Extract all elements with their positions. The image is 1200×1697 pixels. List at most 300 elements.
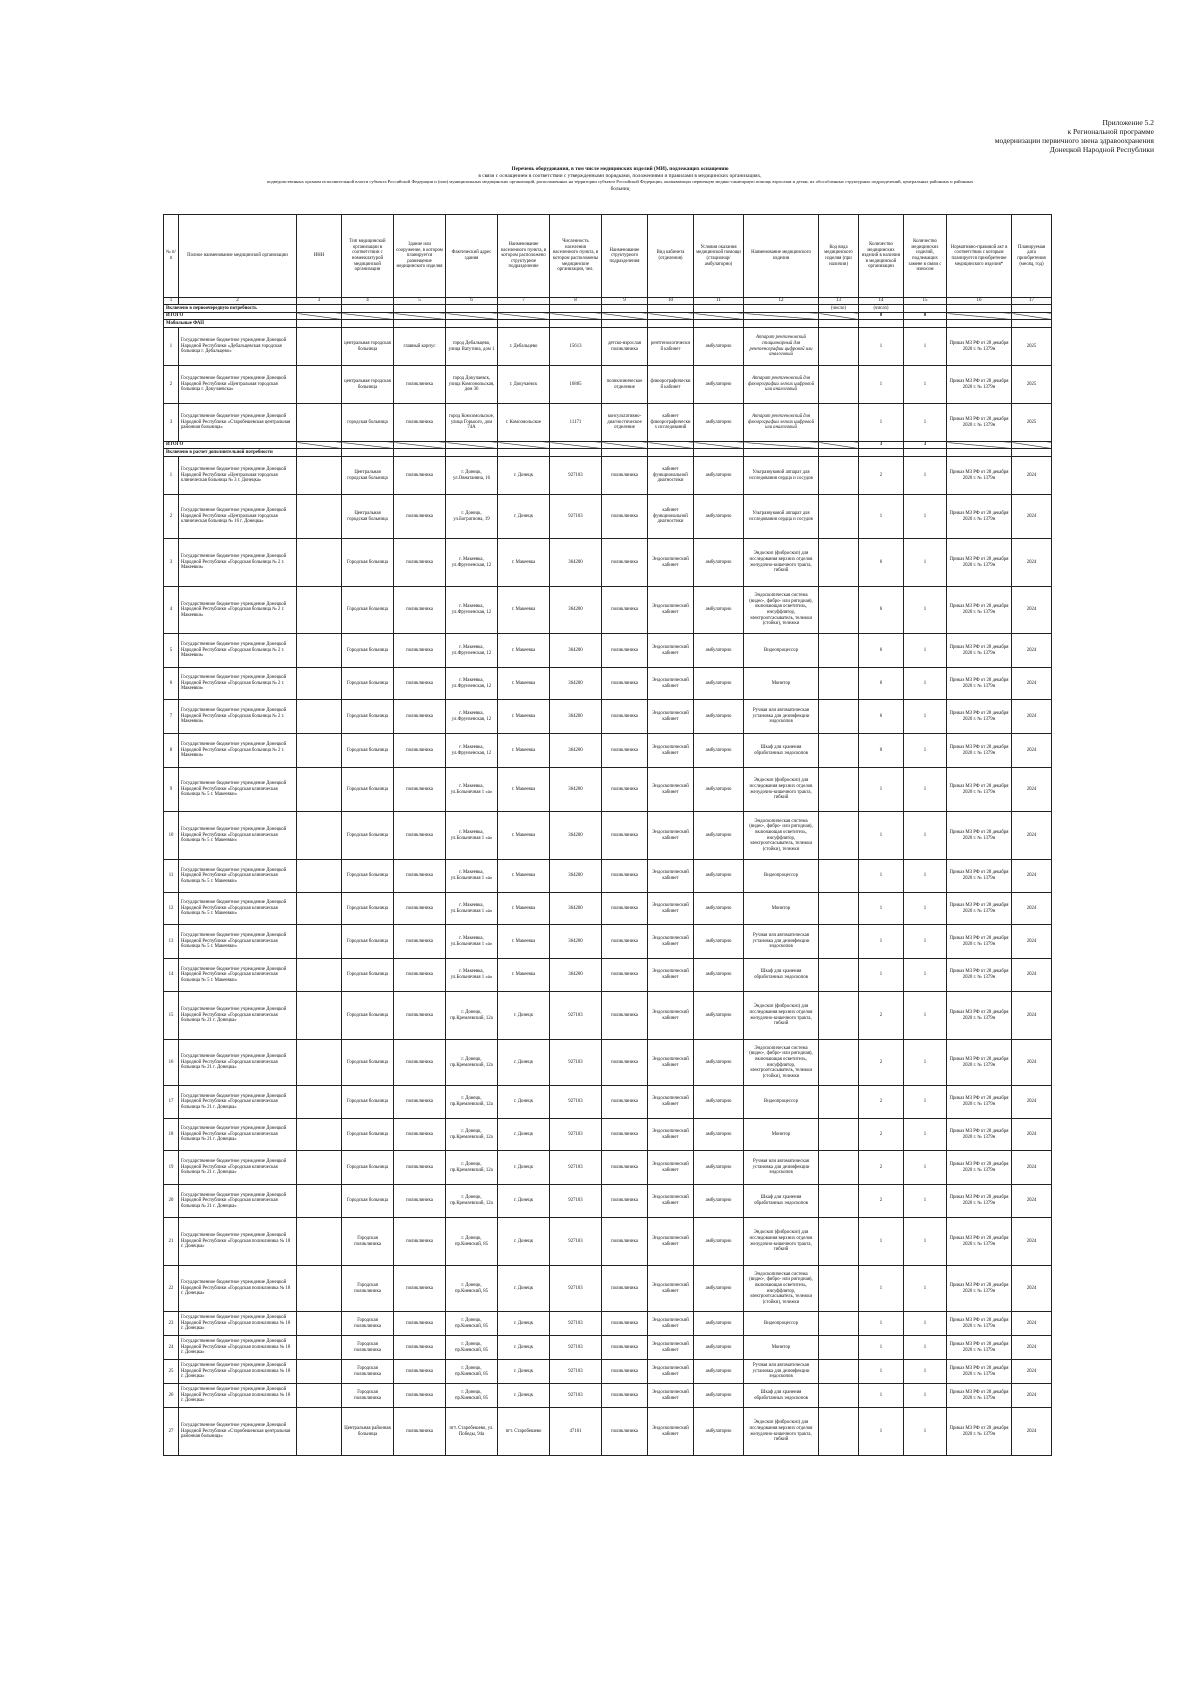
cell-town: г. Донецк: [498, 1185, 550, 1218]
cell-cab: Эндоскопический кабинет: [648, 1151, 694, 1185]
table-row: [164, 1119, 1052, 1151]
cell-unit: поликлиника: [602, 634, 648, 668]
cell-act: Приказ МЗ РФ от 28 декабря 2020 г. № 1379н: [947, 734, 1012, 768]
cell-pop: 927103: [550, 1218, 602, 1266]
cell-unit: поликлиника: [602, 1312, 648, 1336]
cell-n: 26: [164, 1384, 179, 1408]
table-cell: [648, 442, 694, 449]
cell-q14: 1: [859, 495, 904, 539]
table-cell: [819, 893, 859, 925]
cell-q14: 2: [859, 457, 904, 495]
cell-q14: 2: [859, 992, 904, 1040]
table-cell: [648, 305, 694, 313]
cell-addr: г. Макеевка, ул.Больничная 1 «а»: [446, 925, 498, 959]
table-cell: [297, 1040, 342, 1086]
cell-type: Городская поликлиника: [342, 1360, 394, 1384]
cell-org: Государственное бюджетное учреждение Донецкой Народной Республики «Городская клиническая больница № 21 г. Донецка»: [179, 1040, 297, 1086]
table-cell: [297, 457, 342, 495]
table-cell: [297, 1360, 342, 1384]
cell-org: Государственное бюджетное учреждение Донецкой Народной Республики «Городская поликлиника № 18 г. Донецка»: [179, 1336, 297, 1360]
cell-cab: Эндоскопический кабинет: [648, 1360, 694, 1384]
cell-date: 2025: [1012, 328, 1052, 366]
cell-cab: флюорографический кабинет: [648, 366, 694, 404]
cell-unit: поликлиника: [602, 1119, 648, 1151]
table-cell: (число): [819, 305, 859, 313]
table-cell: [819, 959, 859, 992]
cell-unit: поликлиника: [602, 1151, 648, 1185]
cell-org: Государственное бюджетное учреждение Донецкой Народной Республики «Городская поликлиника № 18 г. Донецка»: [179, 1384, 297, 1408]
table-cell: [602, 305, 648, 313]
cell-cond: амбулаторно: [694, 1086, 744, 1119]
cell-pop: 364200: [550, 768, 602, 812]
cell-q15: 1: [904, 768, 947, 812]
cell-building: поликлиника: [394, 539, 446, 587]
table-row: [164, 959, 1052, 992]
cell-cond: амбулаторно: [694, 992, 744, 1040]
cell-date: 2024: [1012, 1185, 1052, 1218]
cell-cab: кабинет функциональной диагностики: [648, 495, 694, 539]
table-cell: [446, 449, 498, 457]
total-q15: 0: [904, 313, 947, 320]
cell-pop: 47161: [550, 1408, 602, 1456]
cell-pop: 364200: [550, 734, 602, 768]
cell-q14: 6: [859, 539, 904, 587]
table-cell: [1012, 305, 1052, 313]
table-row: [164, 1185, 1052, 1218]
cell-addr: г. Донецк, пр.Киевский, 85: [446, 1266, 498, 1312]
cell-q14: 1: [859, 925, 904, 959]
cell-org: Государственное бюджетное учреждение Донецкой Народной Республики «Старобешевская центральная районная больница»: [179, 1408, 297, 1456]
table-cell: [947, 305, 1012, 313]
cell-building: поликлиника: [394, 634, 446, 668]
cell-unit: поликлиника: [602, 1360, 648, 1384]
cell-date: 2025: [1012, 404, 1052, 442]
cell-addr: г. Донецк, пр.Кремлевский, 12а: [446, 1151, 498, 1185]
table-cell: [297, 634, 342, 668]
cell-pop: 364200: [550, 700, 602, 734]
cell-q14: 1: [859, 1266, 904, 1312]
cell-q15: 1: [904, 1384, 947, 1408]
cell-q14: 6: [859, 634, 904, 668]
cell-unit: консультативно-диагностическое отделение: [602, 404, 648, 442]
column-header: ИНН: [297, 215, 342, 298]
cell-n: 18: [164, 1119, 179, 1151]
cell-org: Государственное бюджетное учреждение Донецкой Народной Республики «Городская клиническая больница № 5 г. Макеевки»: [179, 812, 297, 860]
cell-cond: амбулаторно: [694, 768, 744, 812]
cell-n: 19: [164, 1151, 179, 1185]
cell-date: 2024: [1012, 768, 1052, 812]
cell-town: г. Донецк: [498, 1266, 550, 1312]
cell-act: Приказ МЗ РФ от 28 декабря 2020 г. № 1379н: [947, 1384, 1012, 1408]
cell-cond: амбулаторно: [694, 1266, 744, 1312]
cell-building: поликлиника: [394, 700, 446, 734]
table-cell: (число): [859, 305, 904, 313]
cell-act: Приказ МЗ РФ от 28 декабря 2020 г. № 1379н: [947, 587, 1012, 634]
cell-act: Приказ МЗ РФ от 28 декабря 2020 г. № 1379н: [947, 404, 1012, 442]
cell-cab: Эндоскопический кабинет: [648, 1218, 694, 1266]
cell-n: 13: [164, 925, 179, 959]
cell-town: г. Макеевка: [498, 587, 550, 634]
cell-town: г. Донецк: [498, 1312, 550, 1336]
cell-addr: г. Донецк, пр.Кремлевский, 12а: [446, 1185, 498, 1218]
cell-q15: 1: [904, 734, 947, 768]
table-cell: [342, 320, 394, 328]
table-cell: [297, 1384, 342, 1408]
table-cell: [297, 860, 342, 893]
cell-q15: 1: [904, 328, 947, 366]
cell-device: Монитор: [744, 893, 819, 925]
table-row: [164, 893, 1052, 925]
table-cell: [694, 313, 744, 320]
title-line: в связи с оснащением в соответствии с утвержденными порядками, положениями и правилами в медицинских организациях,: [478, 172, 762, 179]
cell-cab: Эндоскопический кабинет: [648, 634, 694, 668]
table-cell: [297, 1185, 342, 1218]
cell-q14: 2: [859, 1086, 904, 1119]
cell-q14: 6: [859, 668, 904, 700]
cell-act: Приказ МЗ РФ от 28 декабря 2020 г. № 1379н: [947, 959, 1012, 992]
cell-act: Приказ МЗ РФ от 28 декабря 2020 г. № 1379н: [947, 700, 1012, 734]
cell-date: 2024: [1012, 893, 1052, 925]
cell-building: поликлиника: [394, 1185, 446, 1218]
column-number: 15: [904, 298, 947, 305]
cell-q14: 1: [859, 893, 904, 925]
cell-q15: 1: [904, 1040, 947, 1086]
table-header: [164, 215, 1052, 305]
cell-pop: 927103: [550, 992, 602, 1040]
table-cell: [819, 404, 859, 442]
cell-q15: 1: [904, 1185, 947, 1218]
cell-building: поликлиника: [394, 1384, 446, 1408]
table-cell: [744, 442, 819, 449]
total-label: ИТОГО: [164, 442, 297, 449]
cell-cond: амбулаторно: [694, 328, 744, 366]
cell-type: Городская поликлиника: [342, 1266, 394, 1312]
total-row: [164, 313, 1052, 320]
table-cell: [947, 313, 1012, 320]
cell-cab: Эндоскопический кабинет: [648, 700, 694, 734]
cell-cab: Эндоскопический кабинет: [648, 587, 694, 634]
cell-act: Приказ МЗ РФ от 28 декабря 2020 г. № 1379н: [947, 860, 1012, 893]
cell-device: Видеопроцессор: [744, 1086, 819, 1119]
table-cell: [297, 305, 342, 313]
cell-q15: 1: [904, 495, 947, 539]
cell-type: Городская больница: [342, 1040, 394, 1086]
table-cell: [819, 1119, 859, 1151]
table-row: [164, 992, 1052, 1040]
cell-town: г. Комсомольское: [498, 404, 550, 442]
cell-unit: поликлиника: [602, 1336, 648, 1360]
cell-unit: поликлиника: [602, 495, 648, 539]
cell-building: поликлиника: [394, 734, 446, 768]
cell-cab: Эндоскопический кабинет: [648, 925, 694, 959]
table-cell: [819, 1312, 859, 1336]
cell-n: 2: [164, 366, 179, 404]
cell-cab: Эндоскопический кабинет: [648, 1086, 694, 1119]
cell-org: Государственное бюджетное учреждение Донецкой Народной Республики «Городская больница № 2 г. Макеевки»: [179, 634, 297, 668]
table-cell: [819, 700, 859, 734]
column-number: 14: [859, 298, 904, 305]
cell-n: 22: [164, 1266, 179, 1312]
table-cell: [744, 313, 819, 320]
cell-cab: Эндоскопический кабинет: [648, 860, 694, 893]
cell-building: поликлиника: [394, 404, 446, 442]
table-row: [164, 768, 1052, 812]
cell-q15: 1: [904, 700, 947, 734]
table-row: [164, 539, 1052, 587]
table-cell: [819, 457, 859, 495]
column-header: Здание или сооружение, в котором планируется размещение медицинского изделия: [394, 215, 446, 298]
cell-unit: поликлиника: [602, 1218, 648, 1266]
cell-building: поликлиника: [394, 1086, 446, 1119]
table-cell: [819, 495, 859, 539]
table-cell: [297, 1151, 342, 1185]
cell-n: 3: [164, 539, 179, 587]
table-cell: [819, 812, 859, 860]
cell-addr: г. Донецк, пр.Кремлевский, 12а: [446, 1086, 498, 1119]
cell-act: Приказ МЗ РФ от 28 декабря 2020 г. № 1379н: [947, 1040, 1012, 1086]
table-cell: [819, 442, 859, 449]
table-cell: [744, 320, 819, 328]
cell-building: поликлиника: [394, 495, 446, 539]
table-cell: [342, 313, 394, 320]
cell-org: Государственное бюджетное учреждение Донецкой Народной Республики «Центральная городская больница г. Докучаевска»: [179, 366, 297, 404]
cell-building: поликлиника: [394, 1360, 446, 1384]
cell-act: Приказ МЗ РФ от 28 декабря 2020 г. № 1379н: [947, 992, 1012, 1040]
cell-cond: амбулаторно: [694, 495, 744, 539]
cell-cab: Эндоскопический кабинет: [648, 1185, 694, 1218]
cell-q14: 0: [859, 734, 904, 768]
cell-date: 2024: [1012, 1218, 1052, 1266]
table-row: [164, 328, 1052, 366]
cell-addr: г. Макеевка, ул.Фрунзенская, 12: [446, 668, 498, 700]
cell-addr: г. Донецк, пр.Кремлевский, 12а: [446, 1119, 498, 1151]
table-cell: [1012, 313, 1052, 320]
cell-org: Государственное бюджетное учреждение Донецкой Народной Республики «Городская больница № 2 г. Макеевки»: [179, 668, 297, 700]
cell-unit: поликлиника: [602, 1185, 648, 1218]
cell-type: Центральная городская больница: [342, 457, 394, 495]
cell-cond: амбулаторно: [694, 1312, 744, 1336]
cell-pop: 364200: [550, 634, 602, 668]
column-header: Код вида медицинского изделия (при наличии): [819, 215, 859, 298]
cell-cab: Эндоскопический кабинет: [648, 768, 694, 812]
cell-cab: Эндоскопический кабинет: [648, 1119, 694, 1151]
cell-addr: г. Донецк, пр.Кремлевский, 12а: [446, 992, 498, 1040]
cell-pop: 927103: [550, 1266, 602, 1312]
cell-act: Приказ МЗ РФ от 28 декабря 2020 г. № 1379н: [947, 925, 1012, 959]
cell-type: Городская больница: [342, 668, 394, 700]
cell-building: поликлиника: [394, 1408, 446, 1456]
cell-unit: поликлиника: [602, 893, 648, 925]
cell-building: поликлиника: [394, 457, 446, 495]
cell-pop: 364200: [550, 587, 602, 634]
cell-device: Эндоскоп (фиброскоп) для исследования верхних отделов желудочно-кишечного тракта, гибкий: [744, 768, 819, 812]
cell-n: 7: [164, 700, 179, 734]
cell-q15: 1: [904, 1086, 947, 1119]
cell-date: 2024: [1012, 1086, 1052, 1119]
cell-type: Городская больница: [342, 700, 394, 734]
cell-pop: 11171: [550, 404, 602, 442]
cell-device: Монитор: [744, 1119, 819, 1151]
table-cell: [819, 313, 859, 320]
cell-building: поликлиника: [394, 1119, 446, 1151]
table-cell: [498, 313, 550, 320]
cell-building: поликлиника: [394, 1336, 446, 1360]
cell-act: Приказ МЗ РФ от 28 декабря 2020 г. № 1379н: [947, 1312, 1012, 1336]
table-cell: [297, 734, 342, 768]
cell-addr: г. Донецк, пр.Киевский, 85: [446, 1336, 498, 1360]
table-cell: [819, 1218, 859, 1266]
section-label: Включено в первоочередную потребность: [164, 305, 297, 313]
cell-act: Приказ МЗ РФ от 28 декабря 2020 г. № 1379н: [947, 1360, 1012, 1384]
cell-device: Аппарат рентгеновский для флюорографии легких цифровой или аналоговый: [744, 404, 819, 442]
table-cell: [297, 366, 342, 404]
cell-q14: 1: [859, 1384, 904, 1408]
table-row: [164, 1040, 1052, 1086]
cell-q14: 1: [859, 1360, 904, 1384]
table-row: [164, 587, 1052, 634]
cell-date: 2025: [1012, 366, 1052, 404]
cell-addr: г. Макеевка, ул.Больничная 1 «а»: [446, 812, 498, 860]
table-cell: [819, 1040, 859, 1086]
cell-town: г. Макеевка: [498, 539, 550, 587]
table-cell: [1012, 320, 1052, 328]
cell-q14: 2: [859, 1185, 904, 1218]
cell-town: г. Донецк: [498, 1151, 550, 1185]
cell-act: Приказ МЗ РФ от 28 декабря 2020 г. № 1379н: [947, 1336, 1012, 1360]
cell-town: г. Макеевка: [498, 925, 550, 959]
column-number: 3: [297, 298, 342, 305]
cell-cond: амбулаторно: [694, 1408, 744, 1456]
total-label: ИТОГО: [164, 313, 297, 320]
table-cell: [394, 442, 446, 449]
cell-type: Городская больница: [342, 860, 394, 893]
cell-q15: 1: [904, 1312, 947, 1336]
cell-n: 21: [164, 1218, 179, 1266]
cell-q15: 1: [904, 1119, 947, 1151]
column-number: 4: [342, 298, 394, 305]
table-cell: [602, 313, 648, 320]
cell-town: г. Донецк: [498, 495, 550, 539]
column-header: Тип медицинской организации в соответствии с номенклатурой медицинской организации: [342, 215, 394, 298]
cell-cab: кабинет функциональной диагностики: [648, 457, 694, 495]
cell-n: 12: [164, 893, 179, 925]
cell-org: Государственное бюджетное учреждение Донецкой Народной Республики «Городская больница № 2 г. Макеевки»: [179, 587, 297, 634]
cell-type: Городская больница: [342, 1119, 394, 1151]
table-row: [164, 1336, 1052, 1360]
cell-date: 2024: [1012, 457, 1052, 495]
cell-town: г. Донецк: [498, 992, 550, 1040]
cell-building: главный корпус: [394, 328, 446, 366]
cell-cond: амбулаторно: [694, 700, 744, 734]
table-cell: [297, 768, 342, 812]
cell-org: Государственное бюджетное учреждение Донецкой Народной Республики «Городская больница № 2 г. Макеевки»: [179, 700, 297, 734]
table-cell: [297, 1408, 342, 1456]
cell-cond: амбулаторно: [694, 1336, 744, 1360]
cell-town: г. Макеевка: [498, 812, 550, 860]
cell-q14: 1: [859, 860, 904, 893]
table-cell: [550, 320, 602, 328]
cell-cond: амбулаторно: [694, 457, 744, 495]
cell-n: 1: [164, 457, 179, 495]
cell-type: Городская больница: [342, 1151, 394, 1185]
cell-n: 27: [164, 1408, 179, 1456]
cell-org: Государственное бюджетное учреждение Донецкой Народной Республики «Городская клиническая больница № 21 г. Донецка»: [179, 1151, 297, 1185]
table-row: [164, 734, 1052, 768]
cell-q14: 1: [859, 366, 904, 404]
table-cell: [904, 449, 947, 457]
cell-cab: Эндоскопический кабинет: [648, 539, 694, 587]
cell-q15: 1: [904, 539, 947, 587]
cell-unit: поликлиника: [602, 1408, 648, 1456]
appendix-line: Донецкой Народной Республики: [1049, 145, 1154, 154]
cell-town: г. Макеевка: [498, 634, 550, 668]
cell-type: Городская поликлиника: [342, 1384, 394, 1408]
column-number: 8: [550, 298, 602, 305]
cell-town: г. Макеевка: [498, 860, 550, 893]
cell-cond: амбулаторно: [694, 366, 744, 404]
table-cell: [744, 305, 819, 313]
cell-act: Приказ МЗ РФ от 28 декабря 2020 г. № 1379н: [947, 768, 1012, 812]
table-cell: [446, 305, 498, 313]
table-row: [164, 1266, 1052, 1312]
cell-device: Шкаф для хранения обработанных эндоскопов: [744, 1185, 819, 1218]
cell-device: Эндоскопическая система (видео-, фибро- или ригидная), включающая осветитель, инсуффлятор, электроотсасыватель, тележки (стойки), тележки: [744, 812, 819, 860]
cell-device: Монитор: [744, 668, 819, 700]
cell-date: 2024: [1012, 1119, 1052, 1151]
table-cell: [819, 1360, 859, 1384]
cell-n: 5: [164, 634, 179, 668]
cell-building: поликлиника: [394, 959, 446, 992]
title-line: больниц: [610, 185, 630, 192]
cell-org: Государственное бюджетное учреждение Донецкой Народной Республики «Центральная городская клиническая больница № 3 г. Донецка»: [179, 457, 297, 495]
cell-device: Видеопроцессор: [744, 1312, 819, 1336]
cell-type: Городская больница: [342, 893, 394, 925]
cell-building: поликлиника: [394, 860, 446, 893]
cell-q14: 6: [859, 700, 904, 734]
cell-act: Приказ МЗ РФ от 28 декабря 2020 г. № 1379н: [947, 366, 1012, 404]
cell-cab: Эндоскопический кабинет: [648, 1408, 694, 1456]
cell-act: Приказ МЗ РФ от 28 декабря 2020 г. № 1379н: [947, 634, 1012, 668]
cell-date: 2024: [1012, 992, 1052, 1040]
cell-q15: 1: [904, 925, 947, 959]
cell-addr: г. Макеевка, ул.Больничная 1 «а»: [446, 959, 498, 992]
cell-device: Шкаф для хранения обработанных эндоскопов: [744, 734, 819, 768]
cell-town: г. Макеевка: [498, 668, 550, 700]
cell-q15: 1: [904, 959, 947, 992]
table-cell: [648, 449, 694, 457]
cell-type: Городская поликлиника: [342, 1312, 394, 1336]
cell-pop: 15613: [550, 328, 602, 366]
cell-act: Приказ МЗ РФ от 28 декабря 2020 г. № 1379н: [947, 539, 1012, 587]
cell-town: г. Макеевка: [498, 734, 550, 768]
cell-cab: Эндоскопический кабинет: [648, 734, 694, 768]
cell-n: 4: [164, 587, 179, 634]
cell-type: Городская поликлиника: [342, 1336, 394, 1360]
cell-cond: амбулаторно: [694, 539, 744, 587]
table-cell: [550, 449, 602, 457]
cell-addr: г. Донецк, пр.Кремлевский, 12а: [446, 1040, 498, 1086]
cell-town: г. Дебальцево: [498, 328, 550, 366]
cell-q15: 1: [904, 668, 947, 700]
cell-n: 15: [164, 992, 179, 1040]
title-line: подведомственных органам исполнительной власти субъекта Российской Федерации и (или) муниципальных медицинских организаций, расположенных на территории субъекта Российской Федерации, оказывающих первичную медико-санитарную помощь взрослым и детям, их обособленных структурных подразделений, центральных районных и районных: [266, 179, 974, 185]
table-cell: [297, 893, 342, 925]
title-line: Перечень оборудования, в том числе медицинских изделий (МИ), подлежащих оснащению: [511, 166, 729, 172]
cell-addr: город Докучаевск, улица Комсомольская, дом 36: [446, 366, 498, 404]
table-cell: [819, 925, 859, 959]
cell-q14: 1: [859, 768, 904, 812]
cell-town: г. Донецк: [498, 1336, 550, 1360]
